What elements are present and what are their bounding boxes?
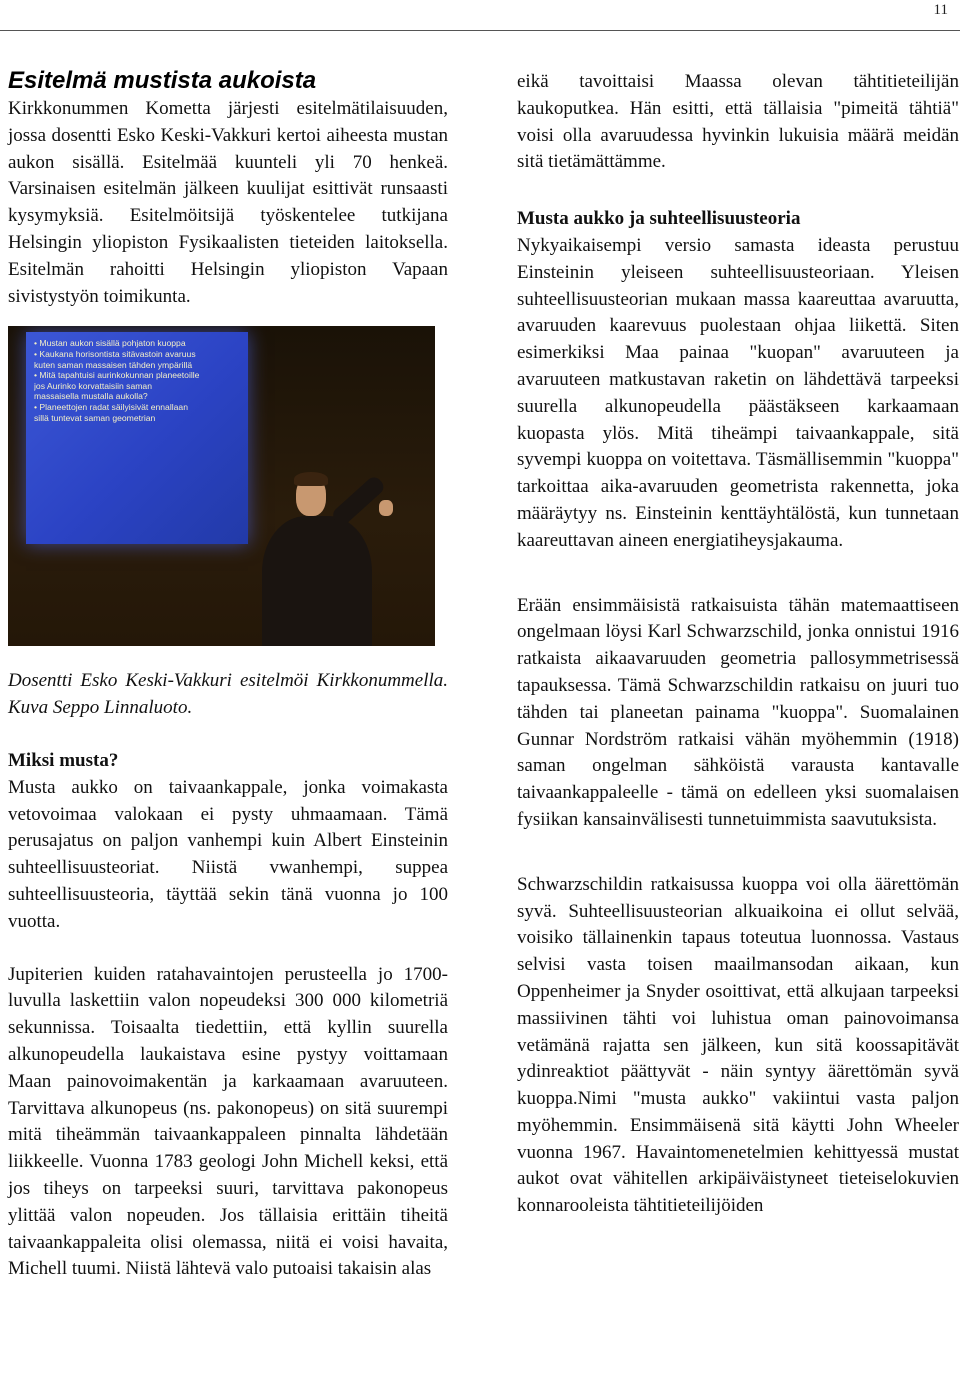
- projection-screen: [26, 332, 248, 544]
- miksi-paragraph-1: Musta aukko on taivaankappale, jonka voimakasta vetovoimaa valokaan ei pysty uhmaamaan. Tämä perusajatus on paljon vanhempi kuin Albert Einsteinin suhteellisuusteoriat. Niistä vwanhempi, suppea suhteellisuusteoria, täyttää sekin tänä vuonna jo 100 vuotta.: [8, 776, 448, 932]
- header-rule: [0, 30, 960, 31]
- slide-line: • Kaukana horisontista sitävastoin avaruus: [34, 349, 242, 360]
- slide-line: • Planeettojen radat säilyisivät ennallaan: [34, 402, 242, 413]
- right-column: [517, 69, 959, 1220]
- speaker-arm: [330, 475, 387, 529]
- intro-paragraph: Kirkkonummen Kometta järjesti esitelmätilaisuuden, jossa dosentti Esko Keski-Vakkuri kertoi aiheesta mustan aukon sisällä. Esitelmää kuunteli yli 70 henkeä. Varsinaisen esitelmän jälkeen kuulijat esittivät runsaasti kysymyksiä. Esitelmöitsijä työskentelee tutkijana Helsingin yliopiston Fysikaalisten tieteiden laitoksella. Esitelmän rahoitti Helsingin yliopiston Vapaan sivistystyön toimikunta.: [8, 98, 448, 307]
- final-paragraph: Schwarzschildin ratkaisussa kuoppa voi olla äärettömän syvä. Suhteellisuusteorian alkuaikoina ei ollut selvää, voisiko tällainenkin tapaus toteutua luonnossa. Vastaus selvisi vasta toisen maailmansodan aikaan, kun Oppenheimer ja Snyder osoittivat, että alkujaan tarpeeksi massiivinen tähti voi luhistua oman painovoimansa vetämänä rajatta sen jälkeen, kun sitä koossapitävät ydinreaktiot päättyvät - näin syntyy äärettömän syvä kuoppa.Nimi "musta aukko" vakiintui vasta paljon myöhemmin. Ensimmäisenä sitä käytti John Wheeler vuonna 1967. Havaintomenetelmien kehittyessä mustat aukot ovat vähitellen arkipäiväistyneet tieteiselokuvien konnarooleista tähtitieteilijöiden: [517, 873, 959, 1217]
- slide-line: kuten saman massaisen tähden ympärillä: [34, 359, 193, 370]
- slide-line: jos Aurinko korvattaisiin saman: [34, 380, 152, 391]
- page-number: 11: [933, 2, 948, 18]
- section-heading-miksi-musta: Miksi musta?: [8, 749, 119, 771]
- schwarzschild-paragraph: Erään ensimmäisistä ratkaisuista tähän matemaattiseen ongelmaan löysi Karl Schwarzschild, jonka onnistui 1916 ratkaista aikaavaruuden geometria pallosymmetrisessä tapauksessa. Tämä Schwarzschildin ratkaisu on juuri tuo tähden tai planeetan painama "kuoppa". Suomalainen Gunnar Nordström ratkaisi vähän myöhemmin (1918) saman ongelman sähköistä varausta kantavalle taivaankappaleelle - tämä on edelleen yksi suomalaisen fysiikan kansainvälisesti tunnetuimmista saavutuksista.: [517, 594, 959, 830]
- slide-line: • Mustan aukon sisällä pohjaton kuoppa: [34, 338, 242, 349]
- photo-caption: Dosentti Esko Keski-Vakkuri esitelmöi Kirkkonummella. Kuva Seppo Linnaluoto.: [8, 670, 448, 719]
- lecture-photo: [8, 326, 435, 646]
- continuation-paragraph: eikä tavoittaisi Maassa olevan tähtitieteilijän kaukoputkea. Hän esitti, että tällaisia "pimeitä tähtiä" voisi olla avaruudessa hyvinkin lukuisia määrä meidän sitä tietämättämme.: [517, 71, 959, 173]
- slide-line: massaisella mustalla aukolla?: [34, 391, 148, 402]
- section-heading-suhteellisuusteoria: Musta aukko ja suhteellisuusteoria: [517, 208, 801, 230]
- relativity-paragraph: Nykyaikaisempi versio samasta ideasta perustuu Einsteinin yleiseen suhteellisuusteoriaan. Yleisen suhteellisuusteorian mukaan massa kaareuttaa avaruutta, avaruuden kaarevuus puolestaan ohjaa liikettä. Siten esimerkiksi Maa painaa "kuopan" avaruuteen ja avaruuteen matkustavan raketin on lähdettävä tarpeeksi suurella alkunopeudella päästäkseen karkaamaan kuopasta ylös. Mitä tiheämpi taivaankappale, sitä syvempi kuoppa on voitettava. Täsmällisemmin "kuoppa" tarkoittaa aika-avaruuden geometrista rakennetta, joka määräytyy ns. Einsteinin kenttäyhtälöstä, kun tunnetaan kaareuttavan aineen energiatiheysjakauma.: [517, 234, 959, 551]
- speaker-hair: [294, 472, 328, 486]
- slide-line: • Mitä tapahtuisi aurinkokunnan planeetoille: [34, 370, 242, 381]
- speaker-body: [262, 516, 372, 646]
- miksi-paragraph-2: Jupiterien kuiden ratahavaintojen perusteella jo 1700-luvulla laskettiin valon nopeudeksi 300 000 kilometriä sekunnissa. Toisaalta tiedettiin, että kyllin suurella alkunopeudella laukaistava esine pystyy voittamaan Maan painovoimakentän ja karkaamaan avaruuteen. Tarvittava alkunopeus (ns. pakonopeus) on sitä suurempi mitä tiheämmän taivaankappaleen pinnalta lähdetään liikkeelle. Vuonna 1783 geologi John Michell keksi, että jos tiheys on tarpeeksi suuri, tarvittava pakonopeus ylittää valon nopeuden. Jos tällaisia erittäin tiheitä taivaankappaleita olisi olemassa, niitä ei voisi havaita, Michell tuumi. Niistä lähtevä valo putoaisi takaisin alas: [8, 963, 448, 1280]
- speaker-hand: [379, 500, 393, 516]
- left-column: [8, 66, 448, 1283]
- slide-line: sillä tuntevat saman geometrian: [34, 412, 156, 423]
- article-headline: Esitelmä mustista aukoista: [8, 67, 317, 94]
